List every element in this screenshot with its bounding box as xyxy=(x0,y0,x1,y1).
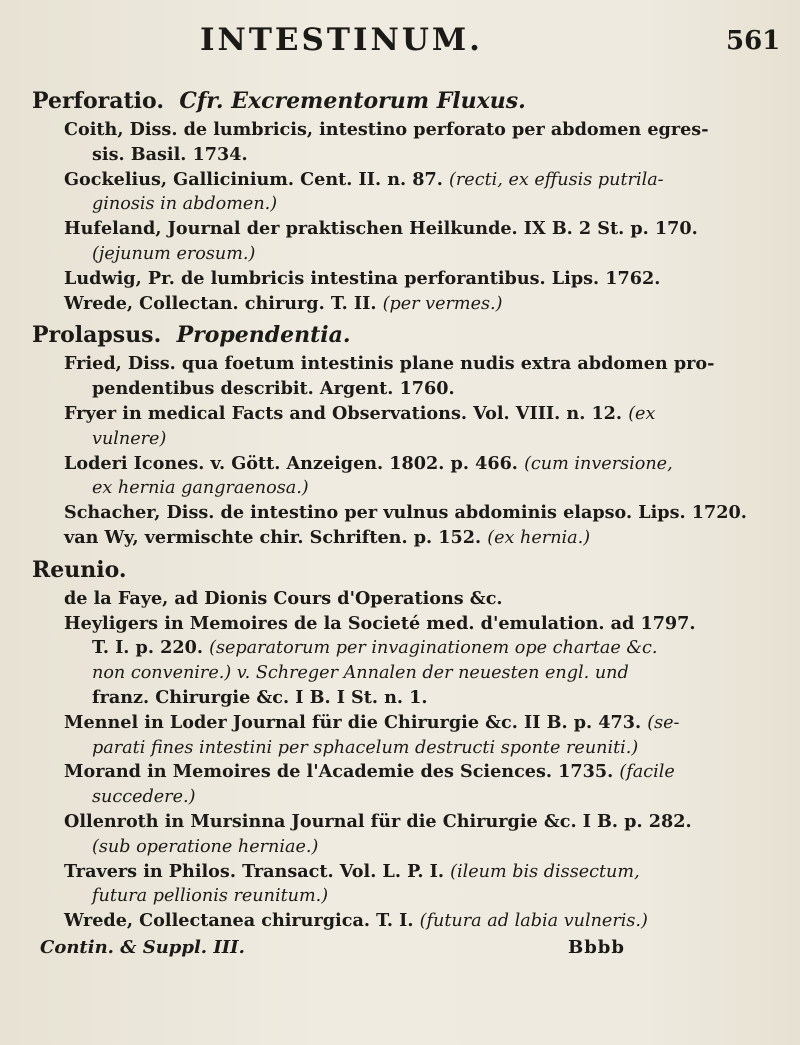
entry-line: (sub operatione herniae.) xyxy=(92,836,319,857)
bibliography-entry xyxy=(64,711,782,761)
entry-line: sis. Basil. 1734. xyxy=(92,143,248,165)
bibliography-entry xyxy=(64,292,782,317)
section-subtitle: Propendentia. xyxy=(176,322,351,349)
bibliography-entry xyxy=(64,587,782,612)
entry-line: Wrede, Collectan. chirurg. T. II. (per vermes.) xyxy=(64,292,503,314)
bibliography-entry xyxy=(64,909,782,934)
bibliography-entry xyxy=(64,526,782,551)
entry-line: Mennel in Loder Journal für die Chirurgie &c. II B. p. 473. (se- xyxy=(64,711,680,733)
section-heading xyxy=(32,86,782,116)
entry-line: futura pellionis reunitum.) xyxy=(92,886,329,907)
entry-line: Wrede, Collectanea chirurgica. T. I. (futura ad labia vulneris.) xyxy=(64,910,648,932)
entry-line: parati fines intestini per sphacelum destructi sponte reuniti.) xyxy=(92,737,639,758)
bibliography-entry xyxy=(64,352,782,402)
entry-line: ex hernia gangraenosa.) xyxy=(92,478,309,499)
entry-line: succedere.) xyxy=(92,787,196,808)
entry-line: Morand in Memoires de l'Academie des Sciences. 1735. (facile xyxy=(64,761,675,783)
page-content xyxy=(22,82,782,961)
section-title: Perforatio. xyxy=(32,88,164,114)
page-header xyxy=(0,20,800,64)
entry-line: vulnere) xyxy=(92,428,167,449)
bibliography-entry xyxy=(64,760,782,810)
bibliography-entry xyxy=(64,501,782,526)
page-number: 561 xyxy=(726,26,781,56)
bibliography-entry xyxy=(64,860,782,910)
entry-line: non convenire.) v. Schreger Annalen der neuesten engl. und xyxy=(92,663,629,684)
bibliography-entry xyxy=(64,452,782,502)
entry-line: Schacher, Diss. de intestino per vulnus abdominis elapso. Lips. 1720. xyxy=(64,502,747,524)
bibliography-entry xyxy=(64,402,782,452)
entry-line: franz. Chirurgie &c. I B. I St. n. 1. xyxy=(92,686,428,708)
entry-line: Loderi Icones. v. Gött. Anzeigen. 1802. p. 466. (cum inversione, xyxy=(64,452,673,474)
entry-line: Ollenroth in Mursinna Journal für die Chirurgie &c. I B. p. 282. xyxy=(64,810,692,832)
entry-line: Ludwig, Pr. de lumbricis intestina perforantibus. Lips. 1762. xyxy=(64,267,661,289)
entry-line: Coith, Diss. de lumbricis, intestino perforato per abdomen egres- xyxy=(64,119,709,140)
section-heading xyxy=(32,555,782,585)
bibliography-entry xyxy=(64,612,782,711)
entry-line: van Wy, vermischte chir. Schriften. p. 152. (ex hernia.) xyxy=(64,526,591,548)
entry-line: T. I. p. 220. (separatorum per invaginationem ope chartae &c. xyxy=(92,637,658,659)
entry-line: (jejunum erosum.) xyxy=(92,243,256,264)
continuation-note: Contin. & Suppl. III. xyxy=(40,936,245,958)
entry-line: ginosis in abdomen.) xyxy=(92,194,278,215)
entry-line: Fryer in medical Facts and Observations. Vol. VIII. n. 12. (ex xyxy=(64,402,656,424)
bibliography-entry xyxy=(64,168,782,218)
running-title: INTESTINUM. xyxy=(200,22,483,58)
entry-line: Heyligers in Memoires de la Societé med. d'emulation. ad 1797. xyxy=(64,612,696,634)
bibliography-entry xyxy=(64,267,782,292)
entry-line: Fried, Diss. qua foetum intestinis plane nudis extra abdomen pro- xyxy=(64,353,715,375)
entry-line: pendentibus describit. Argent. 1760. xyxy=(92,378,455,400)
entry-line: Hufeland, Journal der praktischen Heilkunde. IX B. 2 St. p. 170. xyxy=(64,218,698,240)
entry-line: Travers in Philos. Transact. Vol. L. P. I. (ileum bis dissectum, xyxy=(64,860,640,882)
entry-line: Gockelius, Gallicinium. Cent. II. n. 87. (recti, ex effusis putrila- xyxy=(64,168,664,190)
bibliography-entry xyxy=(64,810,782,860)
bibliography-entry xyxy=(64,217,782,267)
bibliography-entry xyxy=(64,118,782,168)
signature-mark: Bbbb xyxy=(568,936,625,958)
page-footer xyxy=(40,936,782,961)
section-title: Prolapsus. xyxy=(32,322,162,349)
entry-line: de la Faye, ad Dionis Cours d'Operations &c. xyxy=(64,587,503,609)
section-heading xyxy=(32,320,782,350)
section-title: Reunio. xyxy=(32,556,127,583)
section-subtitle: Cfr. Excrementorum Fluxus. xyxy=(179,88,526,114)
